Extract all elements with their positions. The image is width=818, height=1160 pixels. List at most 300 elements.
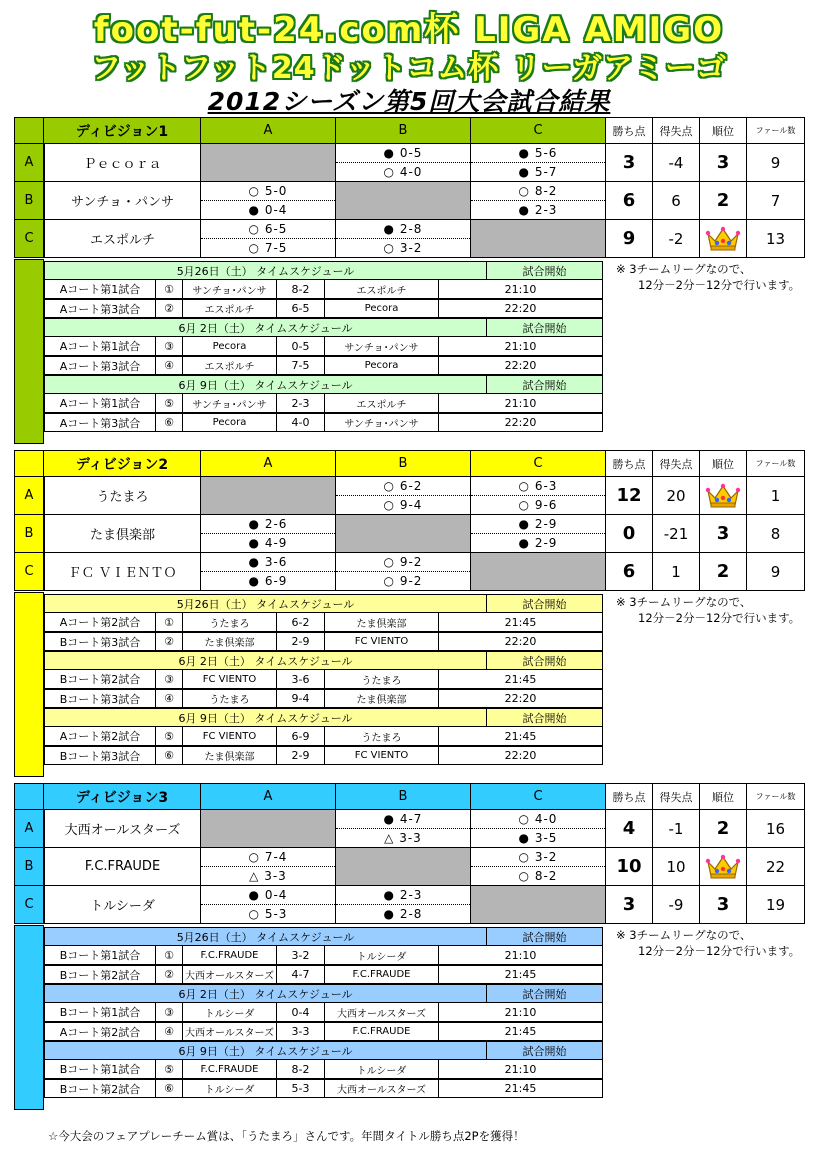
start-time-header: 試合開始 xyxy=(487,708,603,727)
schedule-day-header xyxy=(44,261,604,280)
game-time: 21:45 xyxy=(439,727,603,746)
goal-diff: -9 xyxy=(652,885,700,924)
game-court: Bコート第2試合 xyxy=(44,965,156,984)
result-line: ○ 7-4 xyxy=(201,848,335,867)
match-result xyxy=(335,476,471,515)
result-line: ○ 6-3 xyxy=(471,477,605,496)
schedule-game-row xyxy=(44,394,604,413)
schedule-date: 6月 2日（土） タイムスケジュール xyxy=(44,318,487,337)
game-court: Bコート第3試合 xyxy=(44,746,156,765)
game-score: 2-3 xyxy=(277,394,325,413)
game-home: トルシーダ xyxy=(183,1003,277,1022)
result-line: △ 3-3 xyxy=(384,830,422,845)
schedule-game-row xyxy=(44,1003,604,1022)
result-line: ● 6-9 xyxy=(248,573,288,588)
game-away: FC VIENTO xyxy=(325,632,439,651)
fouls: 8 xyxy=(746,514,805,553)
points: 6 xyxy=(605,552,653,591)
game-home: エスポルチ xyxy=(183,299,277,318)
start-time-header: 試合開始 xyxy=(487,651,603,670)
game-time: 21:10 xyxy=(439,1060,603,1079)
game-away: F.C.FRAUDE xyxy=(325,965,439,984)
game-court: Bコート第2試合 xyxy=(44,1079,156,1098)
start-time-header: 試合開始 xyxy=(487,375,603,394)
game-court: Aコート第3試合 xyxy=(44,299,156,318)
game-time: 22:20 xyxy=(439,413,603,432)
self-match-cell xyxy=(200,476,336,515)
schedule-date: 5月26日（土） タイムスケジュール xyxy=(44,594,487,613)
rank xyxy=(699,219,747,258)
team-name: 大西オールスターズ xyxy=(44,809,201,848)
stat-header: 得失点 xyxy=(652,783,700,810)
stat-header: ファール数 xyxy=(746,783,805,810)
rank: 3 xyxy=(699,885,747,924)
result-line: ○ 9-2 xyxy=(336,553,470,572)
game-home: FC VIENTO xyxy=(183,727,277,746)
match-result xyxy=(335,885,471,924)
col-header-a: A xyxy=(200,783,336,810)
goal-diff: 1 xyxy=(652,552,700,591)
result-line: ● 2-8 xyxy=(383,906,423,921)
points: 6 xyxy=(605,181,653,220)
division-name: ディビジョン2 xyxy=(43,450,201,477)
team-letter: C xyxy=(14,552,44,591)
team-letter: B xyxy=(14,847,44,886)
self-match-cell xyxy=(335,847,471,886)
result-line: ● 4-7 xyxy=(336,810,470,829)
goal-diff: 20 xyxy=(652,476,700,515)
points: 3 xyxy=(605,885,653,924)
col-header-c: C xyxy=(470,450,606,477)
game-away: サンチョ･パンサ xyxy=(325,337,439,356)
game-home: たま倶楽部 xyxy=(183,746,277,765)
header-corner xyxy=(14,450,44,477)
points: 10 xyxy=(605,847,653,886)
rank xyxy=(699,847,747,886)
result-line: ● 5-7 xyxy=(518,164,558,179)
game-no: ③ xyxy=(156,337,183,356)
fouls: 16 xyxy=(746,809,805,848)
division-side-bar xyxy=(14,592,44,777)
team-name: エスポルチ xyxy=(44,219,201,258)
stat-header: 勝ち点 xyxy=(605,117,653,144)
title-line3: 2012シーズン第5回大会試合結果 xyxy=(207,87,611,116)
result-line: ○ 8-2 xyxy=(471,182,605,201)
result-line: ● 0-4 xyxy=(248,202,288,217)
game-score: 3-2 xyxy=(277,946,325,965)
game-away: うたまろ xyxy=(325,670,439,689)
col-header-b: B xyxy=(335,117,471,144)
goal-diff: -21 xyxy=(652,514,700,553)
game-home: サンチョ･パンサ xyxy=(183,394,277,413)
schedule-game-row xyxy=(44,613,604,632)
schedule-date: 6月 2日（土） タイムスケジュール xyxy=(44,984,487,1003)
match-result xyxy=(200,219,336,258)
match-result xyxy=(200,847,336,886)
match-result xyxy=(470,181,606,220)
division-name: ディビジョン1 xyxy=(43,117,201,144)
self-match-cell xyxy=(335,514,471,553)
schedule-day-header xyxy=(44,927,604,946)
note-line1: ※ 3チームリーグなので、 xyxy=(616,262,752,276)
game-court: Bコート第1試合 xyxy=(44,1060,156,1079)
note-line1: ※ 3チームリーグなので、 xyxy=(616,928,752,942)
result-line: ● 0-4 xyxy=(201,886,335,905)
game-no: ④ xyxy=(156,689,183,708)
game-away: 大西オールスターズ xyxy=(325,1003,439,1022)
game-score: 3-3 xyxy=(277,1022,325,1041)
title-line1: foot-fut-24.com杯 LIGA AMIGO xyxy=(93,10,725,44)
game-time: 21:45 xyxy=(439,1022,603,1041)
game-time: 21:10 xyxy=(439,280,603,299)
stat-header: 勝ち点 xyxy=(605,783,653,810)
standings-table xyxy=(14,117,804,257)
stat-header: 順位 xyxy=(699,783,747,810)
self-match-cell xyxy=(200,143,336,182)
schedule-day-header xyxy=(44,984,604,1003)
result-line: ○ 4-0 xyxy=(383,164,423,179)
match-result xyxy=(335,552,471,591)
rank: 3 xyxy=(699,143,747,182)
goal-diff: -2 xyxy=(652,219,700,258)
game-score: 9-4 xyxy=(277,689,325,708)
match-result xyxy=(335,143,471,182)
game-away: トルシーダ xyxy=(325,946,439,965)
game-home: 大西オールスターズ xyxy=(183,965,277,984)
game-home: うたまろ xyxy=(183,613,277,632)
schedule-date: 6月 9日（土） タイムスケジュール xyxy=(44,708,487,727)
game-home: 大西オールスターズ xyxy=(183,1022,277,1041)
result-line: ● 3-5 xyxy=(518,830,558,845)
game-court: Bコート第1試合 xyxy=(44,946,156,965)
result-line: ○ 9-4 xyxy=(383,497,423,512)
game-score: 8-2 xyxy=(277,1060,325,1079)
game-no: ⑥ xyxy=(156,1079,183,1098)
game-score: 0-5 xyxy=(277,337,325,356)
schedule-game-row xyxy=(44,356,604,375)
self-match-cell xyxy=(335,181,471,220)
team-name: たま倶楽部 xyxy=(44,514,201,553)
note-line2: 12分－2分－12分で行います。 xyxy=(638,944,801,958)
fouls: 7 xyxy=(746,181,805,220)
game-court: Aコート第3試合 xyxy=(44,413,156,432)
game-no: ③ xyxy=(156,670,183,689)
game-score: 6-9 xyxy=(277,727,325,746)
result-line: ● 2-9 xyxy=(518,535,558,550)
self-match-cell xyxy=(200,809,336,848)
col-header-c: C xyxy=(470,117,606,144)
schedule-date: 6月 2日（土） タイムスケジュール xyxy=(44,651,487,670)
stat-header: 順位 xyxy=(699,450,747,477)
header-corner xyxy=(14,783,44,810)
team-letter: A xyxy=(14,143,44,182)
goal-diff: 6 xyxy=(652,181,700,220)
game-away: 大西オールスターズ xyxy=(325,1079,439,1098)
start-time-header: 試合開始 xyxy=(487,261,603,280)
result-line: △ 3-3 xyxy=(249,868,287,883)
game-time: 21:10 xyxy=(439,394,603,413)
rank: 2 xyxy=(699,181,747,220)
result-line: ○ 7-5 xyxy=(248,240,288,255)
schedule-day-header xyxy=(44,375,604,394)
team-letter: A xyxy=(14,809,44,848)
game-no: ⑥ xyxy=(156,413,183,432)
schedule-game-row xyxy=(44,1079,604,1098)
game-no: ① xyxy=(156,613,183,632)
game-no: ④ xyxy=(156,356,183,375)
stat-header: ファール数 xyxy=(746,117,805,144)
schedule-day-header xyxy=(44,318,604,337)
note-line2: 12分－2分－12分で行います。 xyxy=(638,278,801,292)
game-score: 6-2 xyxy=(277,613,325,632)
fairplay-note: ☆今大会のフェアプレーチーム賞は、「うたまろ」さんです。年間タイトル勝ち点2Pを獲得！ xyxy=(48,1129,525,1143)
game-away: エスポルチ xyxy=(325,280,439,299)
schedule-game-row xyxy=(44,1060,604,1079)
col-header-a: A xyxy=(200,117,336,144)
header-corner xyxy=(14,117,44,144)
result-line: ○ 3-2 xyxy=(383,240,423,255)
game-home: うたまろ xyxy=(183,689,277,708)
game-time: 21:45 xyxy=(439,965,603,984)
game-no: ⑤ xyxy=(156,1060,183,1079)
team-letter: C xyxy=(14,885,44,924)
col-header-c: C xyxy=(470,783,606,810)
fouls: 19 xyxy=(746,885,805,924)
game-score: 3-6 xyxy=(277,670,325,689)
schedule-game-row xyxy=(44,337,604,356)
schedule-game-row xyxy=(44,280,604,299)
match-result xyxy=(470,514,606,553)
game-away: エスポルチ xyxy=(325,394,439,413)
schedule-note xyxy=(616,261,800,293)
team-name: ＦＣ ＶＩＥＮＴＯ xyxy=(44,552,201,591)
rank: 2 xyxy=(699,552,747,591)
game-home: たま倶楽部 xyxy=(183,632,277,651)
game-no: ④ xyxy=(156,1022,183,1041)
match-result xyxy=(200,885,336,924)
team-name: Ｐｅｃｏｒａ xyxy=(44,143,201,182)
schedule-game-row xyxy=(44,670,604,689)
schedule-game-row xyxy=(44,632,604,651)
game-time: 22:20 xyxy=(439,689,603,708)
match-result xyxy=(200,181,336,220)
game-no: ① xyxy=(156,280,183,299)
points: 12 xyxy=(605,476,653,515)
schedule-day-header xyxy=(44,594,604,613)
game-score: 2-9 xyxy=(277,746,325,765)
schedule-day-header xyxy=(44,1041,604,1060)
game-home: Pecora xyxy=(183,337,277,356)
game-time: 22:20 xyxy=(439,299,603,318)
game-court: Bコート第3試合 xyxy=(44,689,156,708)
game-no: ② xyxy=(156,299,183,318)
game-score: 7-5 xyxy=(277,356,325,375)
schedule-game-row xyxy=(44,727,604,746)
match-result xyxy=(200,552,336,591)
standings-table xyxy=(14,783,804,923)
game-no: ⑥ xyxy=(156,746,183,765)
game-time: 22:20 xyxy=(439,356,603,375)
fouls: 9 xyxy=(746,552,805,591)
points: 0 xyxy=(605,514,653,553)
game-court: Bコート第3試合 xyxy=(44,632,156,651)
start-time-header: 試合開始 xyxy=(487,984,603,1003)
game-away: たま倶楽部 xyxy=(325,689,439,708)
match-result xyxy=(470,847,606,886)
result-line: ○ 6-2 xyxy=(336,477,470,496)
game-court: Aコート第1試合 xyxy=(44,280,156,299)
stat-header: 得失点 xyxy=(652,117,700,144)
team-name: うたまろ xyxy=(44,476,201,515)
game-score: 5-3 xyxy=(277,1079,325,1098)
game-home: F.C.FRAUDE xyxy=(183,946,277,965)
result-line: ○ 5-3 xyxy=(248,906,288,921)
team-letter: A xyxy=(14,476,44,515)
match-result xyxy=(335,809,471,848)
game-time: 21:10 xyxy=(439,337,603,356)
start-time-header: 試合開始 xyxy=(487,927,603,946)
schedule-note xyxy=(616,927,800,959)
schedule-game-row xyxy=(44,413,604,432)
game-no: ⑤ xyxy=(156,727,183,746)
fouls: 9 xyxy=(746,143,805,182)
schedule-day-header xyxy=(44,708,604,727)
result-line: ○ 8-2 xyxy=(518,868,558,883)
stat-header: 勝ち点 xyxy=(605,450,653,477)
game-time: 21:10 xyxy=(439,946,603,965)
game-away: うたまろ xyxy=(325,727,439,746)
division-name: ディビジョン3 xyxy=(43,783,201,810)
team-name: F.C.FRAUDE xyxy=(44,847,201,886)
game-score: 4-7 xyxy=(277,965,325,984)
start-time-header: 試合開始 xyxy=(487,1041,603,1060)
match-result xyxy=(335,219,471,258)
result-line: ○ 5-0 xyxy=(201,182,335,201)
game-score: 0-4 xyxy=(277,1003,325,1022)
match-result xyxy=(470,476,606,515)
team-letter: B xyxy=(14,514,44,553)
game-away: F.C.FRAUDE xyxy=(325,1022,439,1041)
game-away: サンチョ･パンサ xyxy=(325,413,439,432)
self-match-cell xyxy=(470,885,606,924)
game-home: Pecora xyxy=(183,413,277,432)
game-time: 21:45 xyxy=(439,670,603,689)
game-court: Aコート第3試合 xyxy=(44,356,156,375)
points: 9 xyxy=(605,219,653,258)
schedule-date: 6月 9日（土） タイムスケジュール xyxy=(44,375,487,394)
result-line: ○ 4-0 xyxy=(471,810,605,829)
self-match-cell xyxy=(470,219,606,258)
result-line: ● 5-6 xyxy=(471,144,605,163)
fouls: 1 xyxy=(746,476,805,515)
rank xyxy=(699,476,747,515)
team-letter: C xyxy=(14,219,44,258)
game-score: 6-5 xyxy=(277,299,325,318)
stat-header: 得失点 xyxy=(652,450,700,477)
game-away: Pecora xyxy=(325,356,439,375)
col-header-b: B xyxy=(335,450,471,477)
game-away: たま倶楽部 xyxy=(325,613,439,632)
result-line: ● 2-3 xyxy=(518,202,558,217)
game-away: Pecora xyxy=(325,299,439,318)
standings-table xyxy=(14,450,804,590)
schedule-game-row xyxy=(44,965,604,984)
self-match-cell xyxy=(470,552,606,591)
game-home: エスポルチ xyxy=(183,356,277,375)
result-line: ● 2-9 xyxy=(471,515,605,534)
rank: 3 xyxy=(699,514,747,553)
crown-icon xyxy=(705,483,741,509)
schedule-game-row xyxy=(44,689,604,708)
game-score: 8-2 xyxy=(277,280,325,299)
result-line: ○ 3-2 xyxy=(471,848,605,867)
result-line: ● 2-6 xyxy=(201,515,335,534)
game-court: Bコート第1試合 xyxy=(44,1003,156,1022)
schedule-date: 6月 9日（土） タイムスケジュール xyxy=(44,1041,487,1060)
schedule-day-header xyxy=(44,651,604,670)
points: 4 xyxy=(605,809,653,848)
schedule-game-row xyxy=(44,1022,604,1041)
game-home: FC VIENTO xyxy=(183,670,277,689)
schedule-game-row xyxy=(44,946,604,965)
game-no: ⑤ xyxy=(156,394,183,413)
game-score: 2-9 xyxy=(277,632,325,651)
result-line: ● 0-5 xyxy=(336,144,470,163)
goal-diff: 10 xyxy=(652,847,700,886)
match-result xyxy=(200,514,336,553)
result-line: ○ 9-2 xyxy=(383,573,423,588)
schedule-note xyxy=(616,594,800,626)
game-court: Aコート第2試合 xyxy=(44,1022,156,1041)
title-line2: フットフット24ドットコム杯 リーガアミーゴ xyxy=(90,51,728,83)
start-time-header: 試合開始 xyxy=(487,318,603,337)
stat-header: 順位 xyxy=(699,117,747,144)
result-line: ● 2-3 xyxy=(336,886,470,905)
goal-diff: -1 xyxy=(652,809,700,848)
team-name: トルシーダ xyxy=(44,885,201,924)
note-line2: 12分－2分－12分で行います。 xyxy=(638,611,801,625)
result-line: ● 3-6 xyxy=(201,553,335,572)
stat-header: ファール数 xyxy=(746,450,805,477)
goal-diff: -4 xyxy=(652,143,700,182)
result-line: ● 4-9 xyxy=(248,535,288,550)
match-result xyxy=(470,809,606,848)
col-header-b: B xyxy=(335,783,471,810)
game-court: Aコート第2試合 xyxy=(44,613,156,632)
schedule-date: 5月26日（土） タイムスケジュール xyxy=(44,261,487,280)
game-home: サンチョ･パンサ xyxy=(183,280,277,299)
game-away: FC VIENTO xyxy=(325,746,439,765)
schedule-game-row xyxy=(44,299,604,318)
game-court: Aコート第2試合 xyxy=(44,727,156,746)
team-letter: B xyxy=(14,181,44,220)
game-no: ① xyxy=(156,946,183,965)
division-side-bar xyxy=(14,259,44,444)
result-line: ○ 6-5 xyxy=(201,220,335,239)
result-line: ○ 9-6 xyxy=(518,497,558,512)
game-court: Aコート第1試合 xyxy=(44,337,156,356)
crown-icon xyxy=(705,854,741,880)
game-no: ② xyxy=(156,632,183,651)
game-no: ② xyxy=(156,965,183,984)
game-time: 21:45 xyxy=(439,613,603,632)
points: 3 xyxy=(605,143,653,182)
game-time: 22:20 xyxy=(439,746,603,765)
schedule-date: 5月26日（土） タイムスケジュール xyxy=(44,927,487,946)
game-time: 21:45 xyxy=(439,1079,603,1098)
start-time-header: 試合開始 xyxy=(487,594,603,613)
match-result xyxy=(470,143,606,182)
